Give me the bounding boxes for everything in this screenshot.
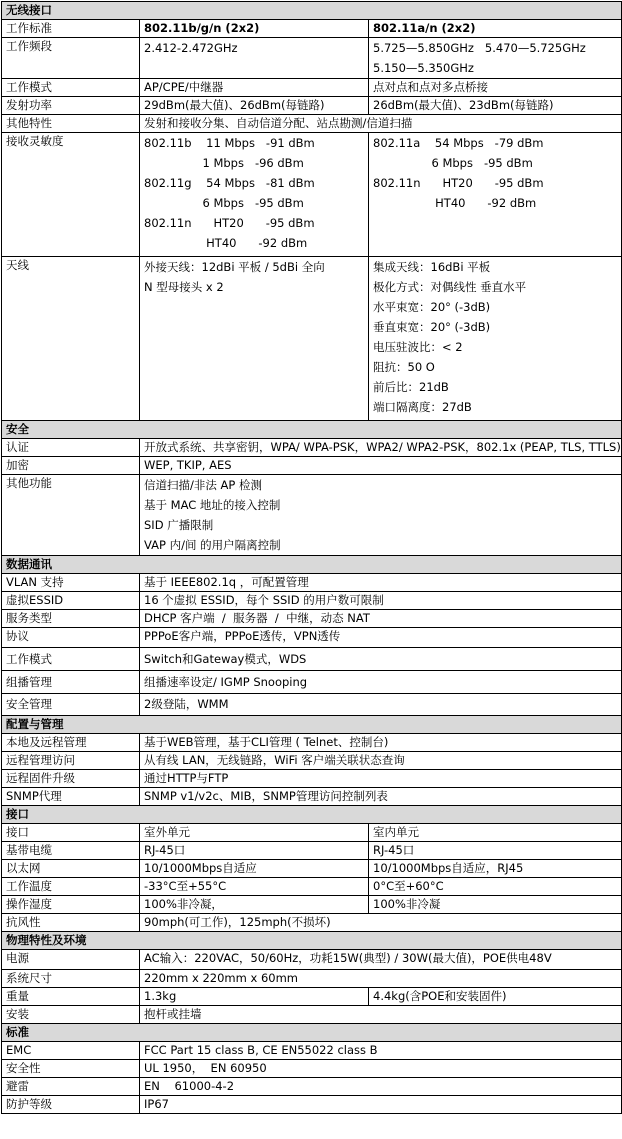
section-datacom-header (2, 556, 622, 574)
table-row (2, 734, 622, 752)
cell-value: 0°C至+60°C (369, 878, 622, 896)
cell-line: 电压驻波比：< 2 (373, 340, 463, 354)
cell-value: 2级登陆，WMM (140, 694, 622, 716)
table-row (2, 824, 622, 842)
cell-value: EN 61000-4-2 (140, 1078, 622, 1096)
cell-value: SNMP v1/v2c、MIB，SNMP管理访问控制列表 (140, 788, 622, 806)
cell-value: 2.412-2.472GHz (140, 38, 369, 79)
cell-value: 100%非冷凝 (369, 896, 622, 914)
cell-value (140, 475, 622, 556)
cell-value: 基于WEB管理，基于CLI管理 ( Telnet、控制台) (140, 734, 622, 752)
row-label: 工作模式 (2, 79, 140, 97)
cell-value: 点对点和点对多点桥接 (369, 79, 622, 97)
cell-line: VAP 内/间 的用户隔离控制 (144, 538, 281, 552)
row-label: 重量 (2, 988, 140, 1006)
cell-value: 10/1000Mbps自适应，RJ45 (369, 860, 622, 878)
row-label: 电源 (2, 950, 140, 970)
row-label: 安装 (2, 1006, 140, 1024)
cell-line: 5.725—5.850GHz 5.470—5.725GHz (373, 41, 586, 55)
table-row-sensitivity (2, 133, 622, 257)
row-label: 基带电缆 (2, 842, 140, 860)
cell-line: 垂直束宽：20° (-3dB) (373, 320, 491, 334)
cell-line: 集成天线：16dBi 平板 (373, 260, 491, 274)
cell-value: 100%非冷凝， (140, 896, 369, 914)
row-label: 远程固件升级 (2, 770, 140, 788)
cell-line: 802.11g 54 Mbps -81 dBm (144, 176, 315, 190)
section-title: 物理特性及环境 (2, 932, 622, 950)
table-row (2, 648, 622, 671)
table-row (2, 115, 622, 133)
cell-line: 802.11a 54 Mbps -79 dBm (373, 136, 544, 150)
cell-value: 220mm x 220mm x 60mm (140, 970, 622, 988)
cell-value: DHCP 客户端 / 服务器 / 中继，动态 NAT (140, 610, 622, 628)
cell-line: SID 广播限制 (144, 518, 214, 532)
cell-line: HT40 -92 dBm (144, 236, 308, 250)
row-label: 其他功能 (2, 475, 140, 556)
table-row (2, 628, 622, 648)
table-row (2, 694, 622, 716)
table-row (2, 1060, 622, 1078)
table-row (2, 439, 622, 457)
cell-line: N 型母接头 x 2 (144, 280, 224, 294)
row-label: 工作模式 (2, 648, 140, 671)
section-title: 标准 (2, 1024, 622, 1042)
cell-line: 6 Mbps -95 dBm (373, 156, 533, 170)
row-label: 发射功率 (2, 97, 140, 115)
cell-line: 端口隔离度：27dB (373, 400, 472, 414)
cell-value: AP/CPE/中继器 (140, 79, 369, 97)
section-standards-header (2, 1024, 622, 1042)
cell-value: 开放式系统、共享密钥，WPA/ WPA-PSK，WPA2/ WPA2-PSK，802.1x (PEAP, TLS, TTLS) (140, 439, 622, 457)
cell-line: 6 Mbps -95 dBm (144, 196, 304, 210)
table-row (2, 79, 622, 97)
row-label: 避雷 (2, 1078, 140, 1096)
table-row (2, 950, 622, 970)
row-label: 工作标准 (2, 20, 140, 38)
table-row (2, 788, 622, 806)
cell-value: 抱杆或挂墙 (140, 1006, 622, 1024)
cell-value: PPPoE客户端，PPPoE透传，VPN透传 (140, 628, 622, 648)
cell-line: 极化方式：对偶线性 垂直水平 (373, 280, 527, 294)
table-row (2, 988, 622, 1006)
row-label: 安全性 (2, 1060, 140, 1078)
table-row (2, 860, 622, 878)
antenna-integrated (369, 257, 622, 421)
cell-value: FCC Part 15 class B, CE EN55022 class B (140, 1042, 622, 1060)
row-label: 服务类型 (2, 610, 140, 628)
cell-value: UL 1950， EN 60950 (140, 1060, 622, 1078)
row-label: 防护等级 (2, 1096, 140, 1114)
row-label: 本地及远程管理 (2, 734, 140, 752)
cell-line: HT40 -92 dBm (373, 196, 537, 210)
row-label: 接收灵敏度 (2, 133, 140, 257)
row-label: 以太网 (2, 860, 140, 878)
cell-value: 4.4kg(含POE和安装固件) (369, 988, 622, 1006)
table-row (2, 475, 622, 556)
table-row (2, 574, 622, 592)
cell-value: 从有线 LAN，无线链路，WiFi 客户端关联状态查询 (140, 752, 622, 770)
row-label: 系统尺寸 (2, 970, 140, 988)
cell-line: 5.150—5.350GHz (373, 61, 474, 75)
cell-value: AC输入：220VAC，50/60Hz，功耗15W(典型) / 30W(最大值)，POE供电48V (140, 950, 622, 970)
cell-value: 基于 IEEE802.1q ，可配置管理 (140, 574, 622, 592)
cell-line: 前后比：21dB (373, 380, 449, 394)
table-row (2, 38, 622, 79)
row-label: 协议 (2, 628, 140, 648)
section-title: 接口 (2, 806, 622, 824)
row-label: 认证 (2, 439, 140, 457)
cell-value (369, 38, 622, 79)
table-row (2, 671, 622, 694)
cell-value: 室外单元 (140, 824, 369, 842)
table-row (2, 914, 622, 932)
cell-line: 水平束宽：20° (-3dB) (373, 300, 491, 314)
section-title: 配置与管理 (2, 716, 622, 734)
row-label: 天线 (2, 257, 140, 421)
table-row (2, 1078, 622, 1096)
section-title: 无线接口 (2, 2, 622, 20)
cell-value: 802.11a/n (2x2) (369, 20, 622, 38)
row-label: 接口 (2, 824, 140, 842)
cell-value: 802.11b/g/n (2x2) (140, 20, 369, 38)
section-security-header (2, 421, 622, 439)
row-label: 工作频段 (2, 38, 140, 79)
table-row (2, 457, 622, 475)
table-row (2, 970, 622, 988)
table-row (2, 1006, 622, 1024)
cell-value: WEP, TKIP, AES (140, 457, 622, 475)
cell-line: 基于 MAC 地址的接入控制 (144, 498, 281, 512)
cell-value: Switch和Gateway模式，WDS (140, 648, 622, 671)
cell-value: 90mph(可工作)，125mph(不损坏) (140, 914, 622, 932)
cell-line: 信道扫描/非法 AP 检测 (144, 478, 262, 492)
table-row (2, 770, 622, 788)
row-label: 操作湿度 (2, 896, 140, 914)
row-label: 其他特性 (2, 115, 140, 133)
cell-value: 1.3kg (140, 988, 369, 1006)
section-config-header (2, 716, 622, 734)
cell-line: 外接天线：12dBi 平板 / 5dBi 全向 (144, 260, 325, 274)
cell-value: 16 个虚拟 ESSID，每个 SSID 的用户数可限制 (140, 592, 622, 610)
cell-line: 802.11n HT20 -95 dBm (144, 216, 315, 230)
spec-table (1, 1, 622, 1114)
cell-value: RJ-45口 (369, 842, 622, 860)
table-row (2, 1042, 622, 1060)
cell-value: 组播速率设定/ IGMP Snooping (140, 671, 622, 694)
cell-value: IP67 (140, 1096, 622, 1114)
section-interface-header (2, 806, 622, 824)
table-row (2, 592, 622, 610)
section-title: 数据通讯 (2, 556, 622, 574)
cell-value: 通过HTTP与FTP (140, 770, 622, 788)
antenna-outdoor (140, 257, 369, 421)
table-row (2, 610, 622, 628)
cell-value: RJ-45口 (140, 842, 369, 860)
row-label: 远程管理访问 (2, 752, 140, 770)
row-label: 抗风性 (2, 914, 140, 932)
row-label: EMC (2, 1042, 140, 1060)
cell-value: 29dBm(最大值)、26dBm(每链路) (140, 97, 369, 115)
section-title: 安全 (2, 421, 622, 439)
cell-value: 10/1000Mbps自适应 (140, 860, 369, 878)
table-row (2, 842, 622, 860)
sensitivity-5ghz (369, 133, 622, 257)
cell-line: 802.11b 11 Mbps -91 dBm (144, 136, 315, 150)
table-row (2, 896, 622, 914)
cell-line: 阻抗：50 O (373, 360, 435, 374)
cell-value: 发射和接收分集、自动信道分配、站点勘测/信道扫描 (140, 115, 622, 133)
table-row (2, 1096, 622, 1114)
sensitivity-24ghz (140, 133, 369, 257)
table-row (2, 97, 622, 115)
row-label: 安全管理 (2, 694, 140, 716)
section-wireless-header (2, 2, 622, 20)
cell-line: 1 Mbps -96 dBm (144, 156, 304, 170)
table-row (2, 20, 622, 38)
cell-value: -33°C至+55°C (140, 878, 369, 896)
section-physical-header (2, 932, 622, 950)
table-row (2, 878, 622, 896)
row-label: 组播管理 (2, 671, 140, 694)
table-row-antenna (2, 257, 622, 421)
cell-value: 26dBm(最大值)、23dBm(每链路) (369, 97, 622, 115)
row-label: 工作温度 (2, 878, 140, 896)
row-label: 加密 (2, 457, 140, 475)
cell-line: 802.11n HT20 -95 dBm (373, 176, 544, 190)
row-label: 虚拟ESSID (2, 592, 140, 610)
cell-value: 室内单元 (369, 824, 622, 842)
row-label: VLAN 支持 (2, 574, 140, 592)
table-row (2, 752, 622, 770)
row-label: SNMP代理 (2, 788, 140, 806)
